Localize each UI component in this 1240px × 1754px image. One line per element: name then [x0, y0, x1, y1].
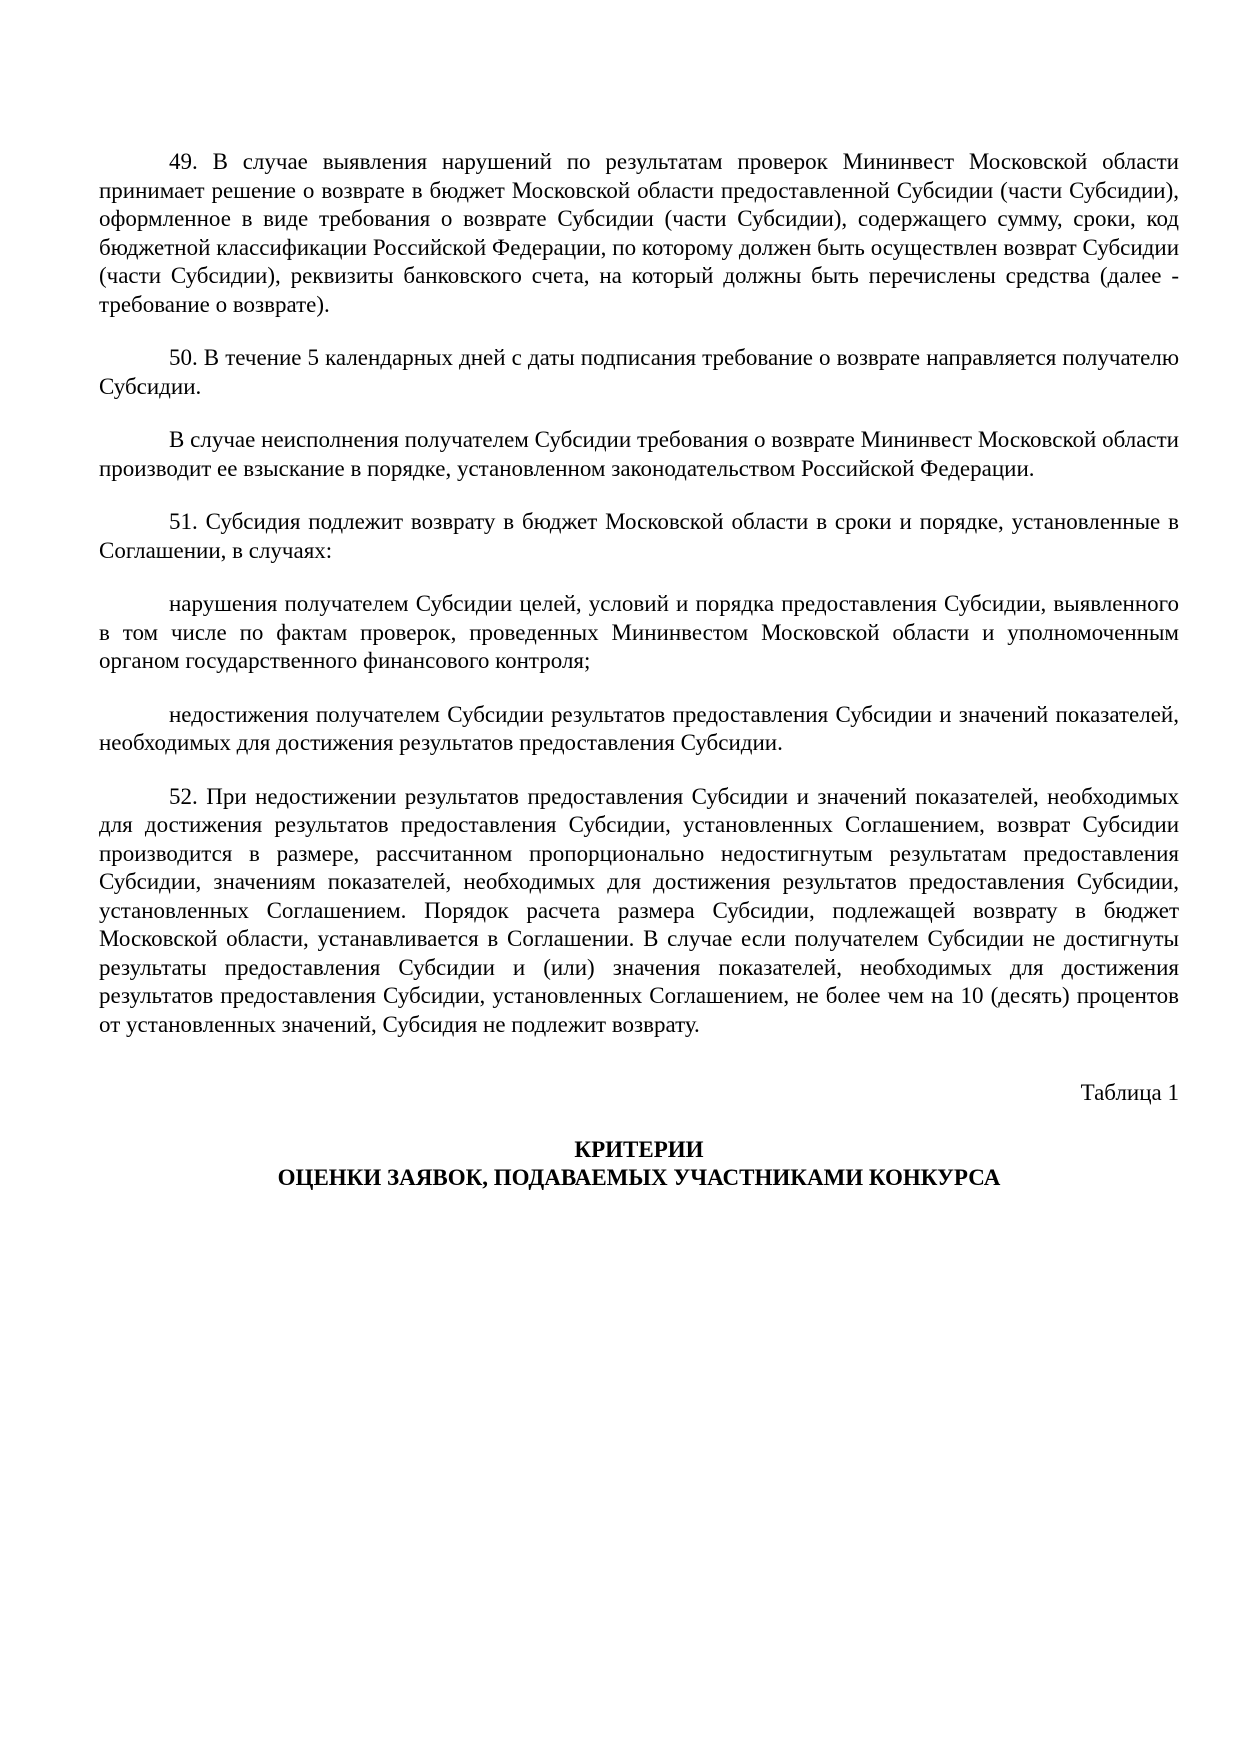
paragraph-51: 51. Субсидия подлежит возврату в бюджет Московской области в сроки и порядке, установленные в Соглашении, в случаях: — [99, 509, 1179, 563]
paragraph-49: 49. В случае выявления нарушений по результатам проверок Мининвест Московской области принимает решение о возврате в бюджет Московской области предоставленной Субсидии (части Субсидии), оформленное в виде требования о возврате Субсидии (части Субсидии), содержащего сумму, сроки, код бюджетной классификации Российской Федерации, по которому должен быть осуществлен возврат Субсидии (части Субсидии), реквизиты банковского счета, на который должны быть перечислены средства (далее - требование о возврате). — [99, 149, 1179, 317]
paragraph-50: 50. В течение 5 календарных дней с даты подписания требование о возврате направляется получателю Субсидии. — [99, 345, 1179, 399]
table-caption: Таблица 1 — [1080, 1080, 1179, 1105]
paragraph-51-case-2: недостижения получателем Субсидии результатов предоставления Субсидии и значений показателей, необходимых для достижения результатов предоставления Субсидии. — [99, 701, 1179, 755]
paragraph-50-continuation: В случае неисполнения получателем Субсидии требования о возврате Мининвест Московской области производит ее взыскание в порядке, установленном законодательством Российской Федерации. — [99, 427, 1179, 481]
paragraph-52: 52. При недостижении результатов предоставления Субсидии и значений показателей, необходимых для достижения результатов предоставления Субсидии, установленных Соглашением, возврат Субсидии производится в размере, рассчитанном пропорционально недостигнутым результатам предоставления Субсидии, значениям показателей, необходимых для достижения результатов предоставления Субсидии, установленных Соглашением. Порядок расчета размера Субсидии, подлежащей возврату в бюджет Московской области, устанавливается в Соглашении. В случае если получателем Субсидии не достигнуты результаты предоставления Субсидии и (или) значения показателей, необходимых для достижения результатов предоставления Субсидии, установленных Соглашением, не более чем на 10 (десять) процентов от установленных значений, Субсидия не подлежит возврату. — [99, 783, 1179, 1037]
table-heading — [99, 1136, 1179, 1193]
table-heading-line-2: ОЦЕНКИ ЗАЯВОК, ПОДАВАЕМЫХ УЧАСТНИКАМИ КОНКУРСА — [277, 1165, 1001, 1190]
table-heading-line-1: КРИТЕРИИ — [574, 1136, 704, 1162]
paragraph-51-case-1: нарушения получателем Субсидии целей, условий и порядка предоставления Субсидии, выявленного в том числе по фактам проверок, проведенных Мининвестом Московской области и уполномоченным органом государственного финансового контроля; — [99, 591, 1179, 673]
